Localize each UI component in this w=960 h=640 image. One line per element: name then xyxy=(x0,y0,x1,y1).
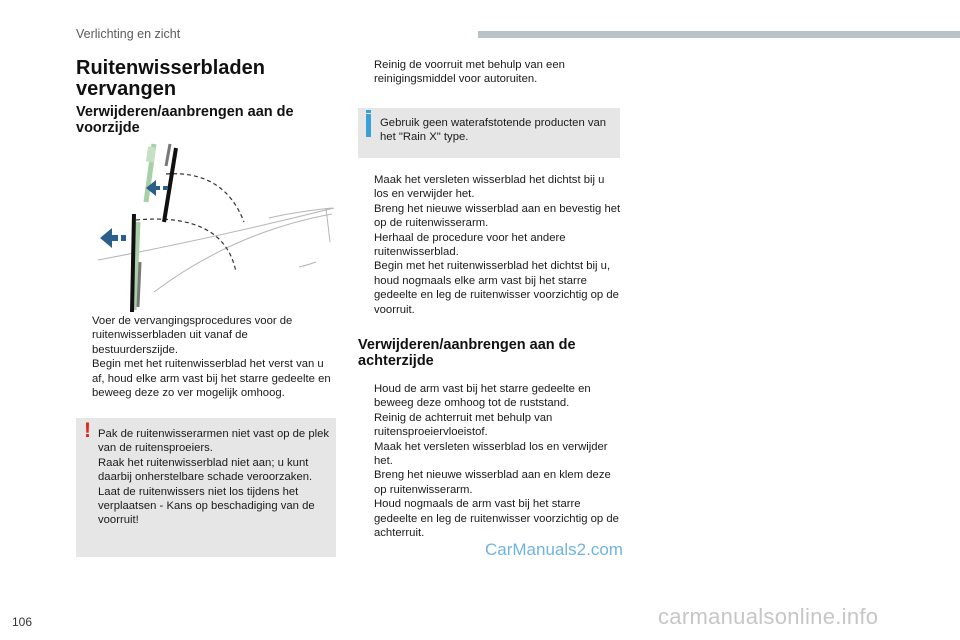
list-item: Houd nogmaals de arm vast bij het starre gedeelte en leg de ruitenwisser voorzichtig op de achterruit. xyxy=(374,498,619,540)
front-heading: Verwijderen/aanbrengen aan de voorzijde xyxy=(76,104,294,136)
list-item: Breng het nieuwe wisserblad aan en bevestig het op de ruitenwisserarm. xyxy=(374,202,621,230)
rear-heading: Verwijderen/aanbrengen aan de achterzijde xyxy=(358,337,576,369)
warning-line: Pak de ruitenwisserarmen niet vast op de plek van de ruitensproeiers. xyxy=(98,428,330,455)
list-item: Begin met het ruitenwisserblad het dichtst bij u, houd nogmaals elke arm vast bij het starre gedeelte en leg de ruitenwisser voorzichtig op de voorruit. xyxy=(374,260,619,316)
page-title: Ruitenwisserbladen vervangen xyxy=(76,57,265,100)
wiper-illustration xyxy=(94,142,336,314)
header-bar xyxy=(478,31,960,38)
list-item: Maak het versleten wisserblad los en verwijder het. xyxy=(374,440,608,468)
info-box xyxy=(358,108,620,158)
warning-line: Raak het ruitenwisserblad niet aan; u kunt daarbij onherstelbare schade veroorzaken. xyxy=(98,456,313,484)
info-icon xyxy=(366,114,371,137)
list-item: Maak het versleten wisserblad het dichtst bij u los en verwijder het. xyxy=(374,174,605,201)
warning-box xyxy=(76,418,336,557)
section-title: Verlichting en zicht xyxy=(76,27,181,41)
list-item: Reinig de achterruit met behulp van ruitensproeiervloeistof. xyxy=(374,411,553,439)
page-number: 106 xyxy=(12,615,33,629)
warning-line: Laat de ruitenwissers niet los tijdens het verplaatsen - Kans op beschadiging van de voorruit! xyxy=(98,485,315,527)
list-item: Begin met het ruitenwisserblad het verst van u af, houd elke arm vast bij het starre gedeelte en beweeg deze zo ver mogelijk omhoog. xyxy=(92,358,331,400)
list-item: Houd de arm vast bij het starre gedeelte en beweeg deze omhoog tot de ruststand. xyxy=(374,383,591,410)
front-bullet-list xyxy=(76,314,331,400)
info-text: Gebruik geen waterafstotende producten van het "Rain X" type. xyxy=(380,117,607,144)
watermark-carmanuals2: CarManuals2.com xyxy=(485,540,623,559)
watermark-carmanualsonline: carmanualsonline.info xyxy=(658,604,879,629)
rear-steps-list xyxy=(358,382,622,540)
cleaning-bullet-list xyxy=(358,58,620,87)
list-item: Reinig de voorruit met behulp van een reinigingsmiddel voor autoruiten. xyxy=(374,59,565,86)
list-item: Voer de vervangingsprocedures voor de ruitenwisserbladen uit vanaf de bestuurderszijde. xyxy=(92,315,293,356)
front-steps-list xyxy=(358,173,622,317)
exclamation-icon: ! xyxy=(84,419,91,442)
direction-arrow-icon xyxy=(100,228,126,248)
list-item: Breng het nieuwe wisserblad aan en klem deze op ruitenwisserarm. xyxy=(374,469,611,496)
list-item: Herhaal de procedure voor het andere ruitenwisserblad. xyxy=(374,231,566,259)
